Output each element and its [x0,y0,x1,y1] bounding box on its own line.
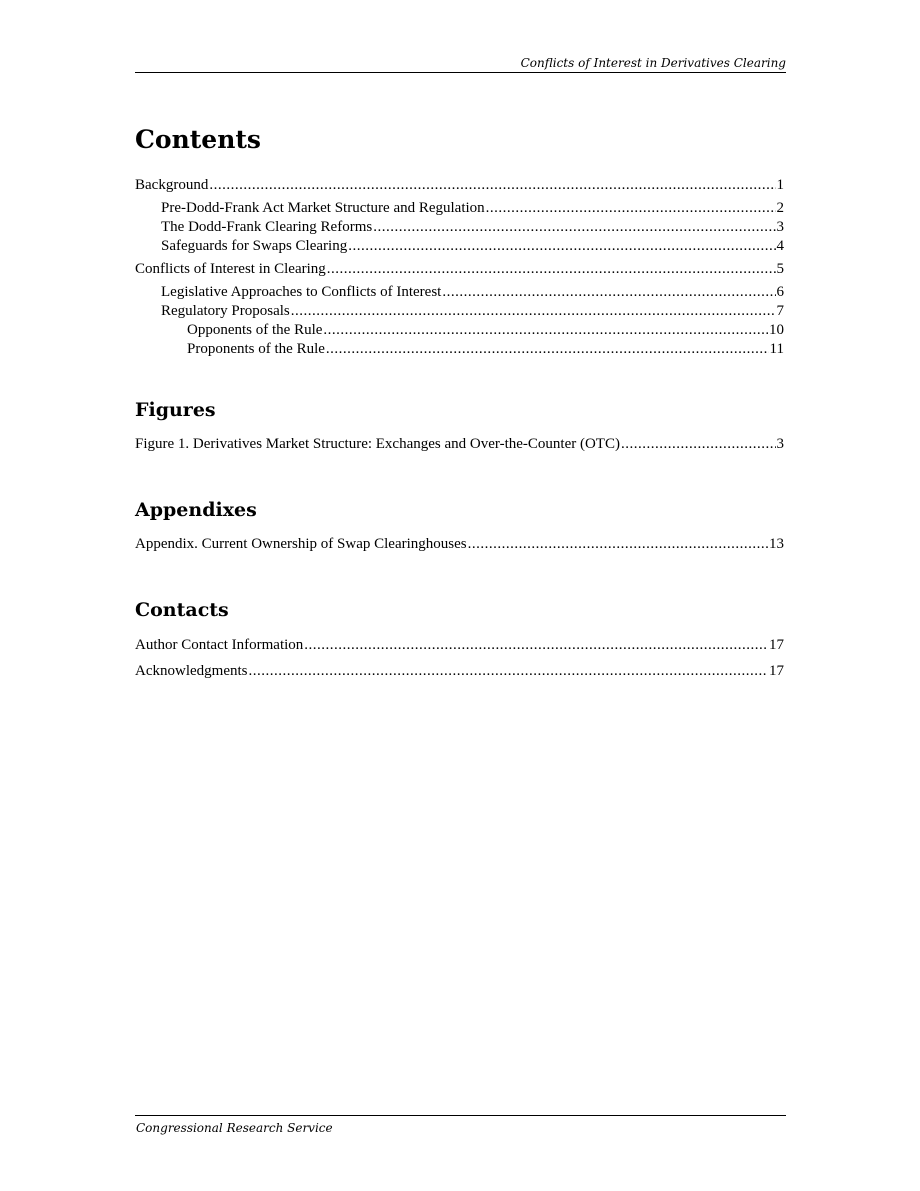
toc-entry-title: The Dodd-Frank Clearing Reforms [161,219,373,235]
toc-entry-page: 2 [776,200,784,216]
footer-rule [135,1115,786,1116]
dot-leader [248,661,768,681]
toc-entry-title: Pre-Dodd-Frank Act Market Structure and Regulation [161,200,485,216]
appendixes-list [135,535,784,554]
toc-entry-page: 17 [769,663,784,679]
dot-leader [373,218,775,237]
toc-entry[interactable] [135,435,784,454]
dot-leader [323,321,768,340]
toc-entry-page: 13 [769,536,784,552]
toc-entry[interactable] [135,199,784,218]
dot-leader [304,635,768,655]
toc-entry[interactable] [135,340,784,359]
dot-leader [468,535,768,554]
toc-entry[interactable] [135,260,784,279]
toc-entry-page: 17 [769,637,784,653]
toc-entry-page: 7 [776,303,784,319]
toc-entry[interactable] [135,661,784,687]
toc-entry-page: 3 [776,219,784,235]
toc-entry-title: Author Contact Information [135,637,304,653]
toc-entry-title: Figure 1. Derivatives Market Structure: Exchanges and Over-the-Counter (OTC) [135,436,620,452]
contacts-heading: Contacts [135,599,229,621]
toc-entry-title: Appendix. Current Ownership of Swap Clearinghouses [135,536,467,552]
contents-heading: Contents [135,125,262,154]
toc-entry[interactable] [135,302,784,321]
toc-entry-page: 3 [776,436,784,452]
toc-entry-page: 5 [776,261,784,277]
toc-entry-page: 6 [776,284,784,300]
toc-entry[interactable] [135,283,784,302]
toc-entry-title: Acknowledgments [135,663,248,679]
header-rule [135,72,786,73]
dot-leader [442,283,775,302]
toc-entry[interactable] [135,635,784,661]
toc-entry-title: Proponents of the Rule [187,341,325,357]
dot-leader [348,237,775,256]
toc-entry[interactable] [135,535,784,554]
toc-entry-page: 1 [776,177,784,193]
dot-leader [621,435,776,454]
dot-leader [486,199,776,218]
contents-list [135,176,784,359]
toc-entry[interactable] [135,321,784,340]
toc-entry-title: Safeguards for Swaps Clearing [161,238,348,254]
appendixes-heading: Appendixes [135,499,257,521]
contacts-list [135,635,784,687]
toc-entry-title: Background [135,177,209,193]
toc-entry-page: 11 [769,341,784,357]
running-header: Conflicts of Interest in Derivatives Clearing [520,56,786,70]
toc-entry-page: 4 [776,238,784,254]
dot-leader [291,302,776,321]
toc-entry[interactable] [135,218,784,237]
toc-entry-page: 10 [769,322,784,338]
figures-list [135,435,784,454]
running-footer: Congressional Research Service [136,1121,333,1135]
toc-entry-title: Opponents of the Rule [187,322,323,338]
figures-heading: Figures [135,399,216,421]
toc-entry-title: Conflicts of Interest in Clearing [135,261,326,277]
dot-leader [326,340,769,359]
toc-entry[interactable] [135,176,784,195]
toc-entry-title: Regulatory Proposals [161,303,290,319]
toc-entry-title: Legislative Approaches to Conflicts of Interest [161,284,442,300]
dot-leader [209,176,775,195]
toc-entry[interactable] [135,237,784,256]
dot-leader [327,260,776,279]
